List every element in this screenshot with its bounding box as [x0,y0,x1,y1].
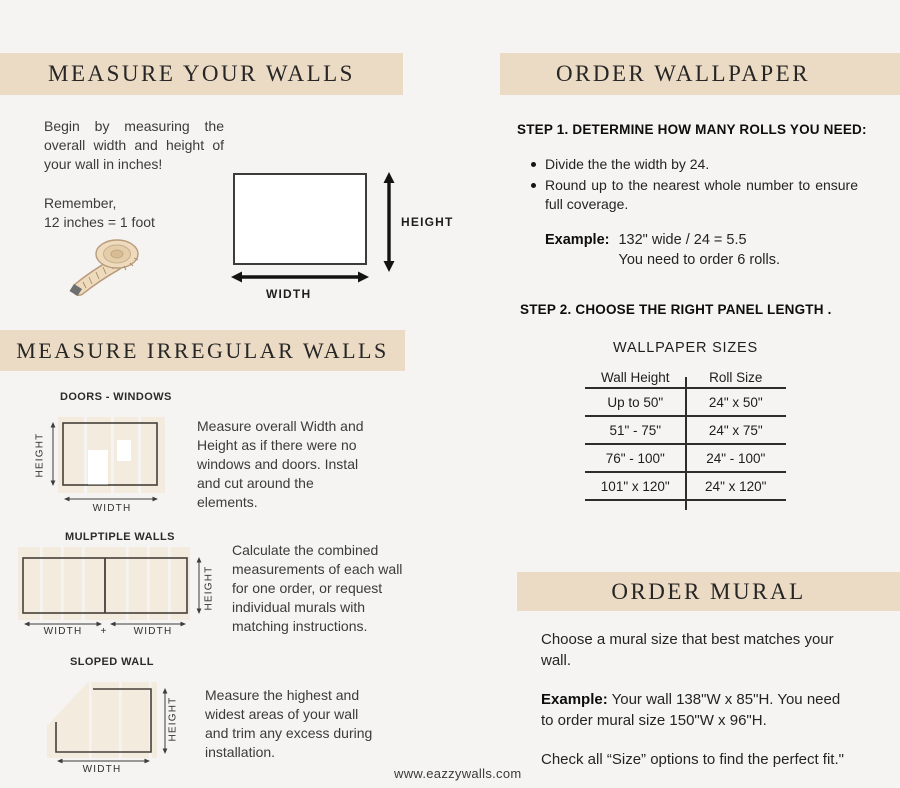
example-line-2: You need to order 6 rolls. [618,251,780,268]
sloped-height-label: HEIGHT [167,696,179,742]
roll-size-cell: 24" x 75" [708,422,763,438]
multiple-walls-heading: MULPTIPLE WALLS [65,531,175,543]
step2-heading: STEP 2. CHOOSE THE RIGHT PANEL LENGTH . [520,302,832,317]
example-line-1: 132" wide / 24 = 5.5 [618,232,747,248]
sloped-wall-heading: SLOPED WALL [70,656,154,668]
bullet-dot [531,162,536,167]
bullet-item [531,176,858,215]
wall-height-cell: 51" - 75" [609,422,662,438]
mural-paragraph-1: Choose a mural size that best matches your wall. [541,631,834,669]
bullet-dot [531,183,536,188]
measure-walls-intro-text: Begin by measuring the overall width and height of your wall in inches! [44,118,224,172]
website-url: www.eazzywalls.com [394,766,522,781]
plus-sign: + [100,626,108,637]
width-arrow [230,268,370,286]
column-header: Roll Size [709,370,763,385]
doors-windows-heading: DOORS - WINDOWS [60,391,172,403]
step1-bullet-list [531,155,858,216]
height-arrow [380,171,398,273]
column-header: Wall Height [600,370,670,385]
table-vertical-divider [685,377,687,510]
roll-size-cell: 24" x 50" [708,394,763,410]
section-title: ORDER WALLPAPER [555,61,811,86]
section-header-measure-your-walls [0,53,403,95]
bullet-text: Round up to the nearest whole number to ensure full coverage. [545,176,858,212]
step1-heading: STEP 1. DETERMINE HOW MANY ROLLS YOU NEED: [517,122,867,137]
width-label: WIDTH [266,287,312,301]
multiple-height-label: HEIGHT [203,565,215,611]
bullet-item [531,155,858,175]
example-text: Your wall 138"W x 85"H. You need to order mural size 150"W x 96"H. [541,691,841,729]
height-label: HEIGHT [401,215,454,229]
section-header-order-wallpaper [500,53,900,95]
section-title: ORDER MURAL [611,578,806,604]
wallpaper-sizes-table [585,368,786,501]
tape-measure-icon [66,228,161,298]
section-title: MEASURE YOUR WALLS [48,61,355,86]
remember-line-1: Remember, [44,195,117,211]
order-mural-body [541,629,856,788]
rolls-example [545,231,780,270]
sloped-width-label: WIDTH [82,764,122,775]
section-header-measure-irregular-walls [0,330,405,371]
remember-line-2: 12 inches = 1 foot [44,214,155,230]
doors-height-label: HEIGHT [34,432,46,478]
multiple-width-label-left: WIDTH [43,626,83,637]
wall-height-cell: 76" - 100" [605,450,665,466]
remember-note [44,194,155,232]
mural-example-paragraph [541,689,856,731]
roll-size-cell: 24" - 100" [706,450,766,466]
bullet-text: Divide the the width by 24. [545,156,710,172]
section-header-order-mural [517,572,900,611]
doors-windows-description: Measure overall Width and Height as if there were no windows and doors. Instal and cut around the elements. [197,418,364,510]
mural-paragraph-3: Check all “Size” options to find the perfect fit." [541,751,844,768]
wallpaper-sizes-title: WALLPAPER SIZES [613,340,758,356]
example-label: Example: [541,691,608,708]
example-lines [618,231,780,270]
section-title: MEASURE IRREGULAR WALLS [16,337,389,363]
sloped-wall-description: Measure the highest and widest areas of your wall and trim any excess during installation. [205,687,373,760]
multiple-width-label-right: WIDTH [133,626,173,637]
example-label: Example: [545,232,610,248]
roll-size-cell: 24" x 120" [705,478,767,494]
sloped-wall-diagram [42,678,187,768]
wall-height-cell: 101" x 120" [600,478,670,494]
doors-width-label: WIDTH [92,503,132,514]
wall-height-cell: Up to 50" [607,394,664,410]
wall-rectangle-diagram [233,173,367,265]
multiple-walls-description: Calculate the combined measurements of each wall for one order, or request individual murals with matching instructions. [232,542,403,634]
